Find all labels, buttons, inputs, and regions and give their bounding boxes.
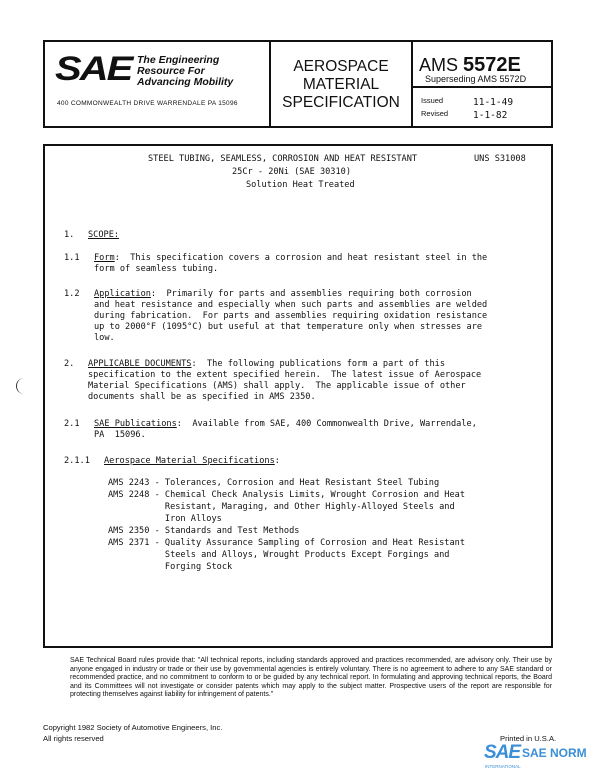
section-1-number: 1. xyxy=(64,230,75,240)
section-2-1-number: 2.1 xyxy=(64,419,80,429)
tagline-1: The Engineering xyxy=(137,54,220,66)
spec-title-1: AEROSPACE xyxy=(293,58,389,75)
spec-title-3: SPECIFICATION xyxy=(282,94,400,111)
section-2-line-3: Material Specifications (AMS) shall apply. The applicable issue of other xyxy=(88,381,466,391)
section-1-1-line-2: form of seamless tubing. xyxy=(94,264,219,274)
ams-number: AMS 5572E xyxy=(419,54,521,76)
section-2-1-1-heading: Aerospace Material Specifications: xyxy=(104,456,280,466)
rights-reserved: All rights reserved xyxy=(43,734,104,743)
title-line-3: Solution Heat Treated xyxy=(246,180,355,190)
issued-date: 11-1-49 xyxy=(473,97,514,108)
section-2-1-line-1: SAE Publications: Available from SAE, 400 Commonwealth Drive, Warrendale, xyxy=(94,419,477,429)
tagline-2: Resource For xyxy=(137,65,205,77)
revised-date: 1-1-82 xyxy=(473,110,508,121)
uns-number: UNS S31008 xyxy=(474,154,526,164)
title-line-1: STEEL TUBING, SEAMLESS, CORROSION AND HEAT RESISTANT xyxy=(148,154,418,164)
section-1-2-line-4: up to 2000°F (1095°C) but useful at that temperature only when stresses are xyxy=(94,322,483,332)
section-1-1-line-1: Form: This specification covers a corrosion and heat resistant steel in the xyxy=(94,253,488,263)
title-line-2: 25Cr - 20Ni (SAE 30310) xyxy=(232,167,351,177)
section-2-line-1: APPLICABLE DOCUMENTS: The following publications form a part of this xyxy=(88,359,446,369)
technical-board-notice: SAE Technical Board rules provide that: "All technical reports, including standards approved and practices recommended, are advisory only. Their use by anyone engaged in industry or trade or their use by governmental agencies is entirely voluntary. There is no agreement to adhere to any SAE standard or recommended practice, and no commitment to conform to or be guided by any technical report. In formulating and approving technical reports, the Board and its Committees will not investigate or consider patents which may apply to the subject matter. Prospective users of the report are responsible for protecting themselves against liability for infringement of patents." xyxy=(70,657,552,699)
scan-mark xyxy=(16,378,25,394)
superseding: Superseding AMS 5572D xyxy=(425,74,527,84)
ref-line: AMS 2371 - Quality Assurance Sampling of Corrosion and Heat Resistant xyxy=(108,538,465,548)
tagline-3: Advancing Mobility xyxy=(137,76,234,88)
header-box xyxy=(43,40,553,128)
ref-line: AMS 2248 - Chemical Check Analysis Limits, Wrought Corrosion and Heat xyxy=(108,490,465,500)
spec-title-2: MATERIAL xyxy=(302,76,380,93)
stamp-text: SAE NORM xyxy=(522,746,587,760)
section-1-heading: SCOPE: xyxy=(88,230,120,240)
section-2-1-line-2: PA 15096. xyxy=(94,430,146,440)
stamp-logo: SAE xyxy=(484,742,521,763)
section-1-2-line-2: and heat resistance and especially when such parts and assemblies are welded xyxy=(94,300,488,310)
section-2-number: 2. xyxy=(64,359,75,369)
copyright: Copyright 1982 Society of Automotive Engineers, Inc. xyxy=(43,723,223,732)
revised-label: Revised xyxy=(421,109,449,118)
issued-label: Issued xyxy=(421,96,444,105)
sae-logo: SAE xyxy=(55,50,132,88)
ref-line: Steels and Alloys, Wrought Products Except Forgings and xyxy=(108,550,450,560)
section-2-line-4: documents shall be as specified in AMS 2350. xyxy=(88,392,316,402)
stamp-sub: INTERNATIONAL xyxy=(485,764,521,769)
ref-line: AMS 2243 - Tolerances, Corrosion and Heat Resistant Steel Tubing xyxy=(108,478,440,488)
section-2-1-1-number: 2.1.1 xyxy=(64,456,90,466)
ref-line: AMS 2350 - Standards and Test Methods xyxy=(108,526,300,536)
section-1-2-line-1: Application: Primarily for parts and assemblies requiring both corrosion xyxy=(94,289,472,299)
section-1-2-line-5: low. xyxy=(94,333,115,343)
section-2-line-2: specification to the extent specified herein. The latest issue of Aerospace xyxy=(88,370,482,380)
sae-address: 400 COMMONWEALTH DRIVE WARRENDALE PA 15096 xyxy=(57,100,238,107)
ref-line: Forging Stock xyxy=(108,562,233,572)
ref-line: Resistant, Maraging, and Other Highly-Alloyed Steels and xyxy=(108,502,455,512)
section-1-1-number: 1.1 xyxy=(64,253,80,263)
ref-line: Iron Alloys xyxy=(108,514,222,524)
section-1-2-number: 1.2 xyxy=(64,289,80,299)
printed-in: Printed in U.S.A. xyxy=(500,734,557,743)
section-1-2-line-3: during fabrication. For parts and assemblies requiring oxidation resistance xyxy=(94,311,488,321)
